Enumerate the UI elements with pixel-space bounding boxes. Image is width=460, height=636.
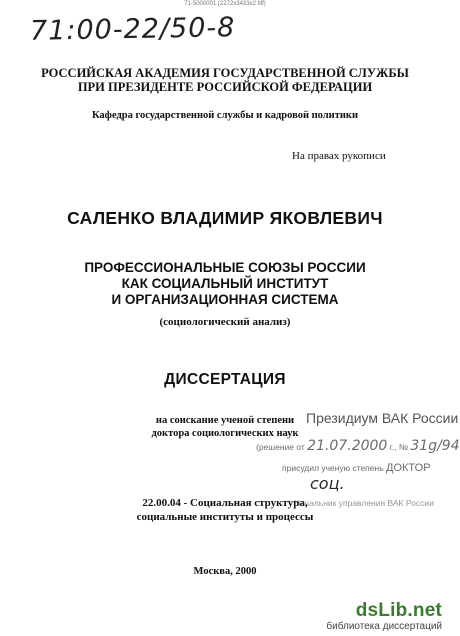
- dslib-logo-main: dsLib: [355, 600, 408, 621]
- dissertation-subtitle: (социологический анализ): [159, 316, 291, 328]
- dslib-tagline: библиотека диссертаций: [326, 621, 442, 632]
- speciality-code: [0, 496, 450, 524]
- dslib-watermark[interactable]: [326, 600, 442, 632]
- title-line-1: ПРОФЕССИОНАЛЬНЫЕ СОЮЗЫ РОССИИ: [84, 260, 366, 275]
- title-line-3: И ОРГАНИЗАЦИОННАЯ СИСТЕМА: [111, 292, 339, 307]
- institution-line-2: ПРИ ПРЕЗИДЕНТЕ РОССИЙСКОЙ ФЕДЕРАЦИИ: [77, 80, 373, 94]
- author-name: САЛЕНКО ВЛАДИМИР ЯКОВЛЕВИЧ: [67, 208, 383, 228]
- title-line-2: КАК СОЦИАЛЬНЫЙ ИНСТИТУТ: [121, 276, 329, 291]
- dslib-logo-suffix: .net: [407, 600, 442, 621]
- dslib-logo: [326, 600, 442, 622]
- institution-name: [0, 66, 450, 94]
- handwritten-catalog-number: 71:00-22/50-8: [29, 12, 236, 47]
- scan-header: 71-5000001 (2272x3433x2 tiff): [184, 1, 266, 7]
- stamp-signature-line: Начальник управления ВАК России: [294, 498, 434, 508]
- city-year: Москва, 2000: [193, 566, 257, 577]
- speciality-line-1: 22.00.04 - Социальная структура,: [142, 497, 308, 509]
- stamp-degree-value: ДОКТОР: [386, 462, 431, 474]
- document-type: ДИССЕРТАЦИЯ: [164, 371, 286, 388]
- institution-line-1: РОССИЙСКАЯ АКАДЕМИЯ ГОСУДАРСТВЕННОЙ СЛУЖБЫ: [41, 66, 409, 80]
- stamp-handwritten-note: соц.: [310, 474, 345, 493]
- stamp-decision-mid: г., №: [389, 442, 408, 452]
- stamp-degree-line: [282, 462, 431, 474]
- degree-line-2: доктора социологических наук: [151, 428, 299, 439]
- stamp-degree-prefix: присудил ученую степень: [282, 463, 384, 473]
- stamp-decision-line: [256, 438, 460, 454]
- stamp-decision-date: 21.07.2000: [307, 438, 388, 454]
- stamp-title: Президиум ВАК России: [306, 410, 459, 426]
- stamp-decision-prefix: (решение от: [256, 442, 305, 452]
- manuscript-rights-note: На правах рукописи: [292, 150, 386, 162]
- dissertation-title: [0, 260, 450, 308]
- speciality-line-2: социальные институты и процессы: [136, 511, 314, 523]
- stamp-decision-number: 31g/94: [410, 438, 460, 454]
- department-name: Кафедра государственной службы и кадровой политики: [91, 110, 359, 121]
- degree-line-1: на соискание ученой степени: [155, 415, 295, 426]
